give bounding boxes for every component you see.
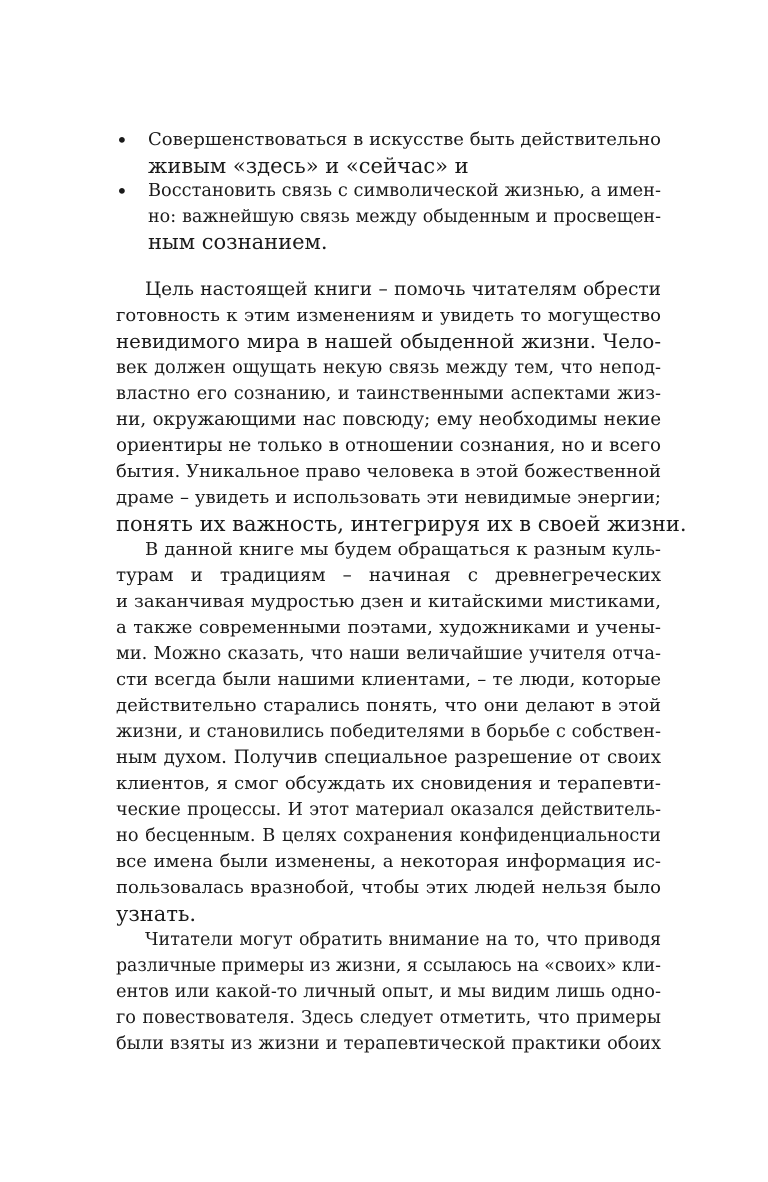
bullet-2-line-1: Восстановить связь с символической жизнью, а имен-	[148, 181, 661, 201]
bullet-2-line-3: ным сознанием.	[148, 230, 328, 254]
p2-line: все имена были изменены, а некоторая информация ис-	[116, 851, 661, 872]
p3-line: различные примеры из жизни, я ссылаюсь на «своих» кли-	[116, 956, 661, 976]
p2-line: ческие процессы. И этот материал оказался действитель-	[116, 800, 661, 820]
bullet-1-line-1: Совершенствоваться в искусстве быть действительно	[148, 129, 661, 150]
p1-line: век должен ощущать некую связь между тем, что непод-	[116, 358, 661, 378]
p2-line: а также современными поэтами, художниками и учены-	[116, 617, 661, 638]
bullet-1-line-2: живым «здесь» и «сейчас» и	[148, 154, 469, 178]
p2-line: узнать.	[116, 902, 197, 926]
p3-line: были взяты из жизни и терапевтической практики обоих	[116, 1034, 661, 1054]
p2-line: ми. Можно сказать, что наши величайшие учителя отча-	[116, 644, 661, 664]
p1-line: бытия. Уникальное право человека в этой божественной	[116, 461, 661, 482]
p1-line: ориентиры не только в отношении сознания, но и всего	[116, 435, 661, 456]
p2-line: и заканчивая мудростью дзен и китайскими мистиками,	[116, 591, 661, 612]
p2-line: клиентов, я смог обсуждать их сновидения и терапевти-	[116, 773, 661, 794]
p1-line: драме – увидеть и использовать эти невидимые энергии;	[116, 487, 661, 508]
p3-line: ентов или какой-то личный опыт, и мы видим лишь одно-	[116, 982, 661, 1002]
p2-line: ным духом. Получив специальное разрешение от своих	[116, 747, 661, 768]
p1-line: невидимого мира в нашей обыденной жизни. Чело-	[116, 330, 661, 353]
p2-line: турам и традициям – начиная с древнегреческих	[116, 565, 661, 586]
p2-line: жизни, и становились победителями в борьбе с собствен-	[116, 722, 661, 742]
p3-line: Читатели могут обратить внимание на то, что приводя	[145, 930, 661, 950]
bullet-marker: •	[116, 128, 128, 152]
p1-line: властно его сознанию, и таинственными аспектами жиз-	[116, 384, 661, 404]
bullet-marker: •	[116, 179, 128, 203]
p1-line: ни, окружающими нас повсюду; ему необходимы некие	[116, 409, 661, 430]
p2-line: пользовалась вразнобой, чтобы этих людей нельзя было	[116, 877, 661, 898]
p3-line: го повествователя. Здесь следует отметить, что примеры	[116, 1008, 661, 1028]
p1-line: Цель настоящей книги – помочь читателям обрести	[145, 279, 661, 300]
p2-line: сти всегда были нашими клиентами, – те люди, которые	[116, 669, 661, 690]
p1-line: понять их важность, интегрируя их в своей жизни.	[116, 512, 687, 536]
p2-line: действительно старались понять, что они делают в этой	[116, 695, 661, 716]
bullet-2-line-2: но: важнейшую связь между обыденным и просвещен-	[148, 207, 661, 227]
p2-line: В данной книге мы будем обращаться к разным куль-	[145, 539, 661, 560]
p2-line: но бесценным. В целях сохранения конфиденциальности	[116, 826, 661, 846]
p1-line: готовность к этим изменениям и увидеть то могущество	[116, 305, 661, 326]
